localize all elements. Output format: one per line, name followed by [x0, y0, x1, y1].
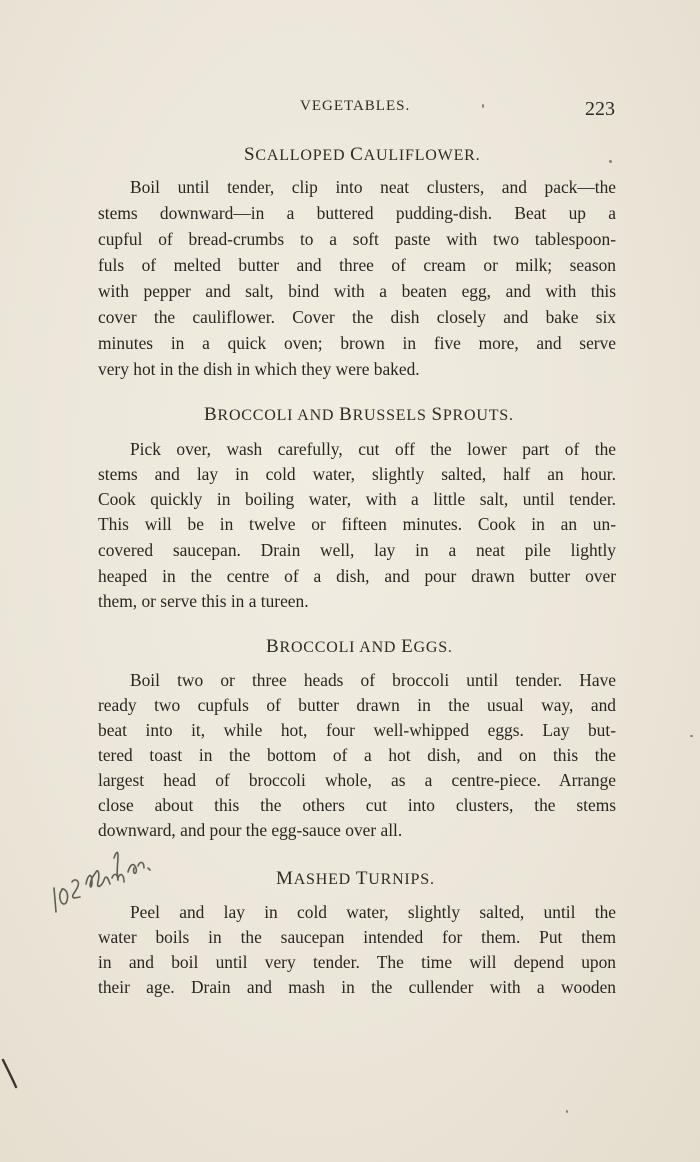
text-line: very hot in the dish in which they were baked. — [98, 359, 420, 379]
title-cap: B — [204, 404, 218, 425]
title-rest: AULIFLOWER. — [363, 147, 481, 164]
text-line: largest head of broccoli whole, as a centre-piece. Arrange — [98, 770, 616, 790]
text-line: heaped in the centre of a dish, and pour drawn butter over — [98, 566, 616, 586]
text-line: cupful of bread-crumbs to a soft paste with two tablespoon- — [98, 229, 616, 249]
title-cap: B — [339, 404, 353, 425]
title-rest: ROCCOLI AND — [279, 639, 402, 656]
page-number: 223 — [585, 98, 615, 120]
text-line: Boil until tender, clip into neat clusters, and pack—the — [130, 177, 616, 197]
paper-speck — [609, 160, 612, 163]
text-line: tered toast in the bottom of a hot dish, and on this the — [98, 745, 616, 765]
text-line: stems and lay in cold water, slightly salted, half an hour. — [98, 464, 616, 484]
text-line: cover the cauliflower. Cover the dish closely and bake six — [98, 307, 616, 327]
margin-mark — [0, 1058, 20, 1090]
text-line: covered saucepan. Drain well, lay in a neat pile lightly — [98, 540, 616, 560]
section-title-broccoli-brussels-sprouts — [204, 404, 514, 426]
title-rest: ROCCOLI AND — [217, 407, 340, 424]
text-line: in and boil until very tender. The time will depend upon — [98, 952, 616, 972]
text-line: minutes in a quick oven; brown in five more, and serve — [98, 333, 616, 353]
title-rest: PROUTS. — [442, 407, 514, 424]
title-cap: M — [276, 868, 294, 889]
text-line: them, or serve this in a tureen. — [98, 591, 309, 611]
running-title: VEGETABLES. — [300, 98, 411, 114]
text-line: stems downward—in a buttered pudding-dish. Beat up a — [98, 203, 616, 223]
paper-speck — [690, 735, 693, 737]
title-cap: C — [350, 144, 364, 165]
text-line: This will be in twelve or fifteen minutes. Cook in an un- — [98, 514, 616, 534]
section-title-scalloped-cauliflower — [244, 144, 480, 166]
text-line: their age. Drain and mash in the cullender with a wooden — [98, 977, 616, 997]
title-cap: T — [355, 868, 369, 889]
text-line: Peel and lay in cold water, slightly salted, until the — [130, 902, 616, 922]
text-line: Pick over, wash carefully, cut off the lower part of the — [130, 439, 616, 459]
text-line: fuls of melted butter and three of cream or milk; season — [98, 255, 616, 275]
title-cap: B — [266, 636, 280, 657]
paper-speck — [566, 1110, 568, 1113]
text-line: water boils in the saucepan intended for them. Put them — [98, 927, 616, 947]
section-title-mashed-turnips — [276, 868, 435, 890]
title-rest: ASHED — [293, 871, 356, 888]
text-line: downward, and pour the egg-sauce over all. — [98, 820, 403, 840]
text-line: close about this the others cut into clusters, the stems — [98, 795, 616, 815]
title-rest: CALLOPED — [255, 147, 351, 164]
title-rest: URNIPS. — [368, 871, 435, 888]
title-cap: S — [431, 404, 443, 425]
title-rest: RUSSELS — [352, 407, 432, 424]
text-line: ready two cupfuls of butter drawn in the usual way, and — [98, 695, 616, 715]
text-line: Boil two or three heads of broccoli until tender. Have — [130, 670, 616, 690]
title-rest: GGS. — [413, 639, 453, 656]
text-line: beat into it, while hot, four well-whipped eggs. Lay but- — [98, 720, 616, 740]
title-cap: S — [244, 144, 256, 165]
text-line: Cook quickly in boiling water, with a little salt, until tender. — [98, 489, 616, 509]
section-title-broccoli-and-eggs — [266, 636, 453, 658]
paper-speck — [482, 104, 484, 108]
title-cap: E — [401, 636, 414, 657]
text-line: with pepper and salt, bind with a beaten egg, and with this — [98, 281, 616, 301]
